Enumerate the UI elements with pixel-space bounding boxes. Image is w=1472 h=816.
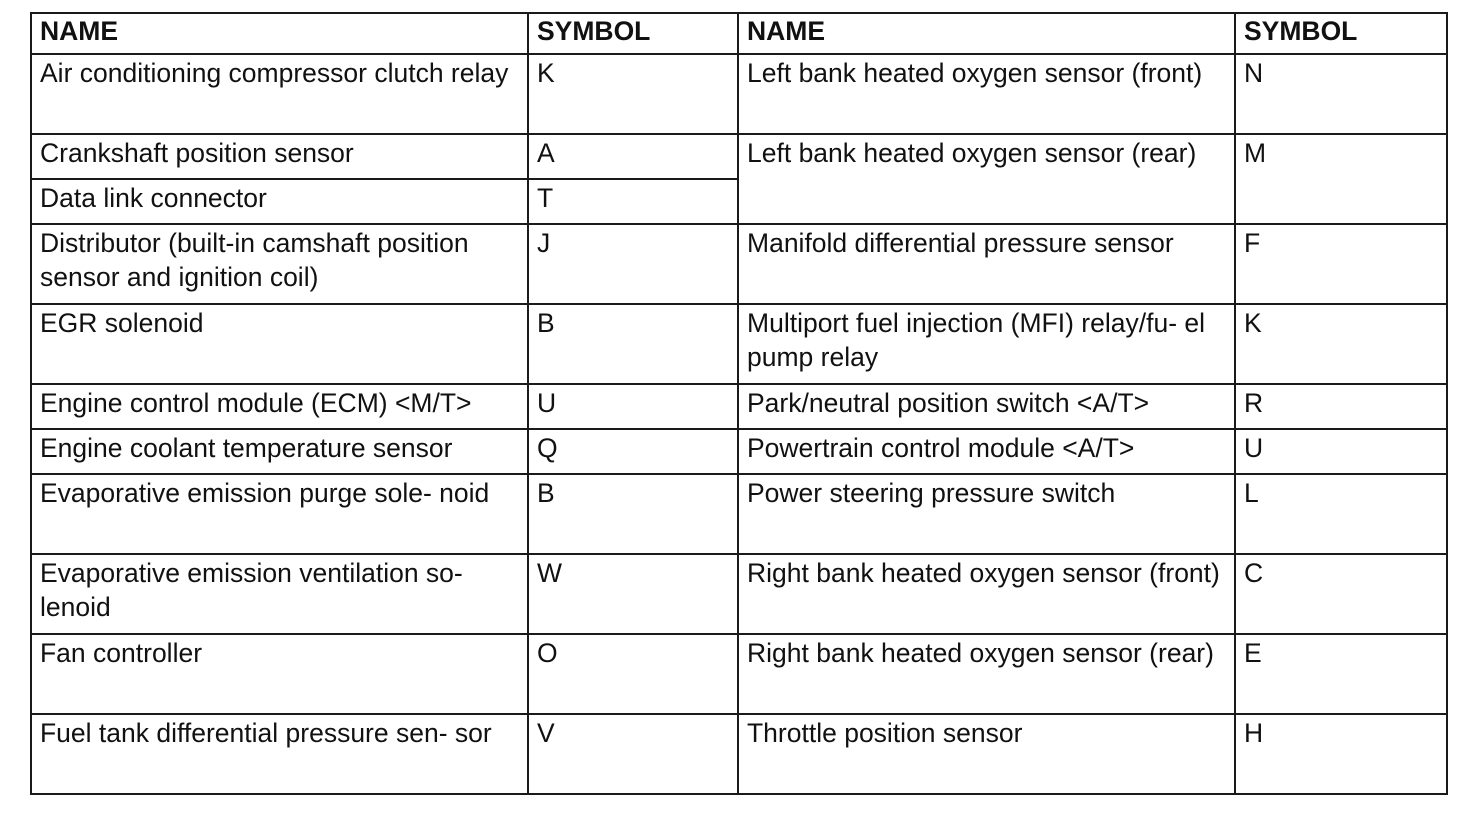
component-symbol-table — [30, 12, 1448, 795]
component-name: Fuel tank differential pressure sen- sor — [31, 714, 528, 794]
component-symbol: E — [1235, 634, 1447, 714]
table-row — [31, 224, 1447, 304]
component-symbol: N — [1235, 54, 1447, 134]
component-symbol: K — [528, 54, 738, 134]
component-symbol: R — [1235, 384, 1447, 429]
component-name: Engine control module (ECM) <M/T> — [31, 384, 528, 429]
header-symbol-left: SYMBOL — [528, 13, 738, 54]
component-name: Manifold differential pressure sensor — [738, 224, 1235, 304]
component-symbol: M — [1235, 134, 1447, 224]
component-symbol: B — [528, 474, 738, 554]
table-row — [31, 714, 1447, 794]
component-symbol: F — [1235, 224, 1447, 304]
component-name: Data link connector — [31, 179, 528, 224]
table-row — [31, 54, 1447, 134]
table-row — [31, 474, 1447, 554]
table-row — [31, 429, 1447, 474]
component-symbol: J — [528, 224, 738, 304]
component-symbol: T — [528, 179, 738, 224]
header-symbol-right: SYMBOL — [1235, 13, 1447, 54]
header-row — [31, 13, 1447, 54]
component-name: Left bank heated oxygen sensor (front) — [738, 54, 1235, 134]
table-row — [31, 304, 1447, 384]
header-name-left: NAME — [31, 13, 528, 54]
component-symbol: Q — [528, 429, 738, 474]
component-symbol: U — [1235, 429, 1447, 474]
table-row — [31, 384, 1447, 429]
component-name: Fan controller — [31, 634, 528, 714]
component-name: Park/neutral position switch <A/T> — [738, 384, 1235, 429]
component-name: Right bank heated oxygen sensor (front) — [738, 554, 1235, 634]
component-symbol: B — [528, 304, 738, 384]
component-name: Crankshaft position sensor — [31, 134, 528, 179]
component-name: Left bank heated oxygen sensor (rear) — [738, 134, 1235, 224]
component-name: Evaporative emission ventilation so- lenoid — [31, 554, 528, 634]
table-row — [31, 634, 1447, 714]
component-symbol: A — [528, 134, 738, 179]
component-symbol: V — [528, 714, 738, 794]
component-name: Power steering pressure switch — [738, 474, 1235, 554]
component-symbol: W — [528, 554, 738, 634]
component-name: Powertrain control module <A/T> — [738, 429, 1235, 474]
component-name: Air conditioning compressor clutch relay — [31, 54, 528, 134]
header-name-right: NAME — [738, 13, 1235, 54]
component-name: Multiport fuel injection (MFI) relay/fu- el pump relay — [738, 304, 1235, 384]
component-name: Evaporative emission purge sole- noid — [31, 474, 528, 554]
component-symbol: U — [528, 384, 738, 429]
component-name: Engine coolant temperature sensor — [31, 429, 528, 474]
component-symbol: K — [1235, 304, 1447, 384]
component-name: Distributor (built-in camshaft position sensor and ignition coil) — [31, 224, 528, 304]
component-name: Right bank heated oxygen sensor (rear) — [738, 634, 1235, 714]
component-name: Throttle position sensor — [738, 714, 1235, 794]
component-symbol: C — [1235, 554, 1447, 634]
component-symbol: L — [1235, 474, 1447, 554]
component-name: EGR solenoid — [31, 304, 528, 384]
table-row — [31, 554, 1447, 634]
table-row — [31, 134, 1447, 179]
component-symbol: H — [1235, 714, 1447, 794]
component-symbol: O — [528, 634, 738, 714]
